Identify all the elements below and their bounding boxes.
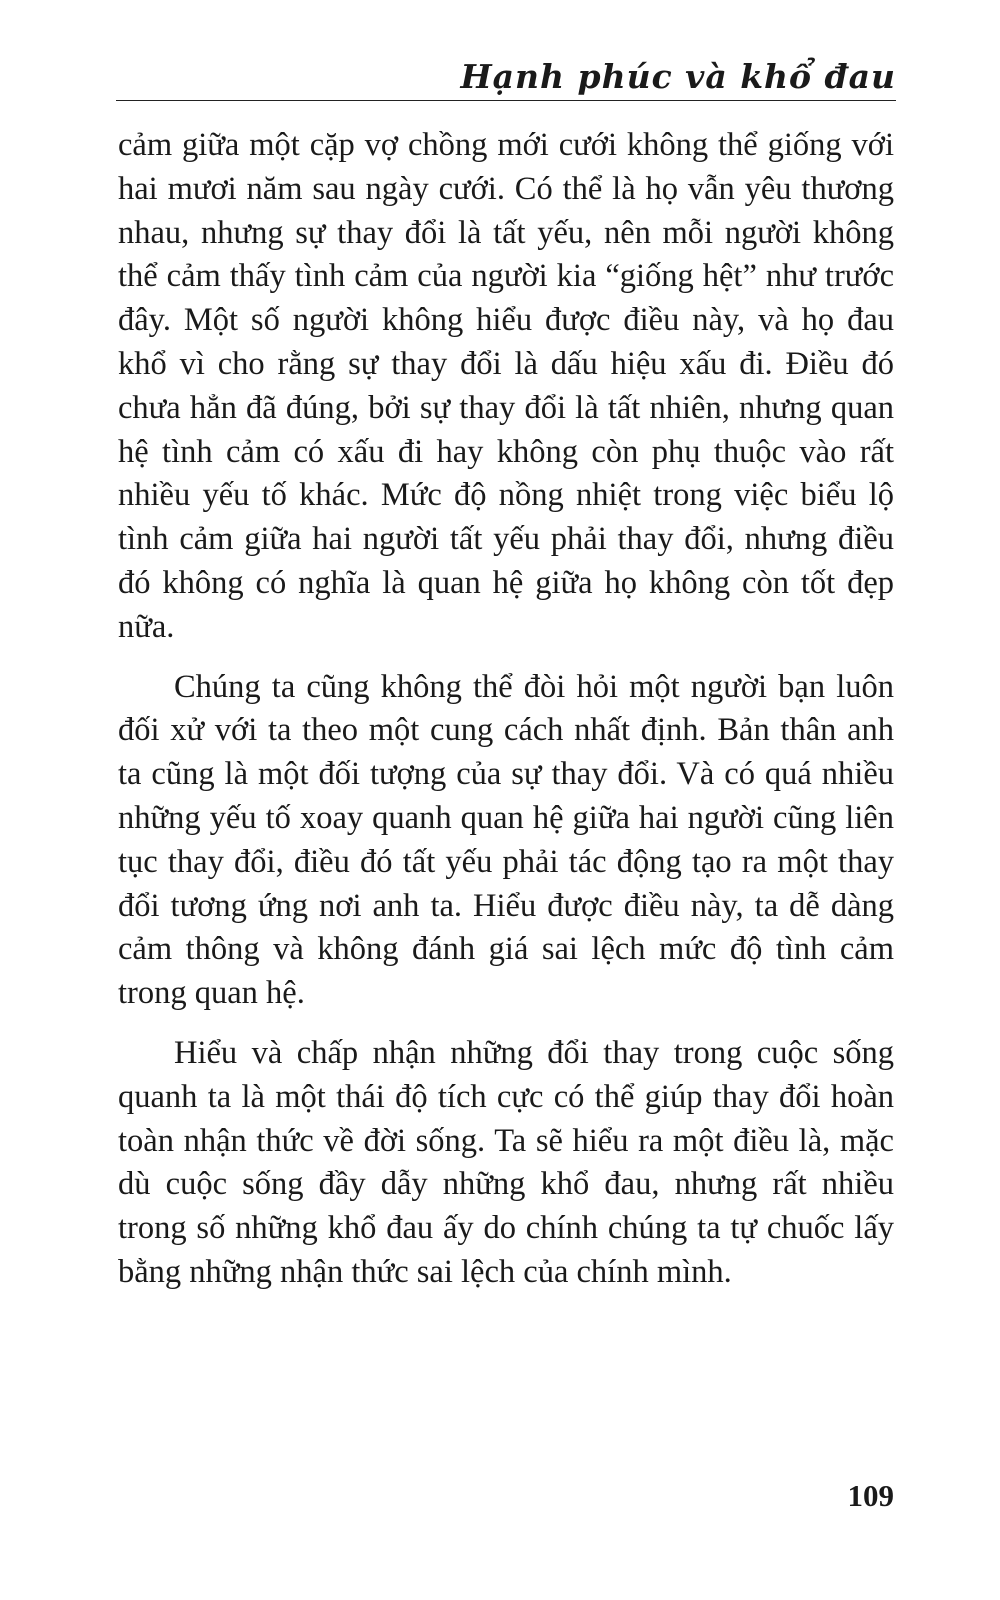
running-header xyxy=(116,56,896,101)
paragraph-acceptance: Hiểu và chấp nhận những đổi thay trong cuộc sống quanh ta là một thái độ tích cực có thể giúp thay đổi hoàn toàn nhận thức về đời sống. Ta sẽ hiểu ra một điều là, mặc dù cuộc sống đầy dẫy những khổ đau, nhưng rất nhiều trong số những khổ đau ấy do chính chúng ta tự chuốc lấy bằng những nhận thức sai lệch của chính mình. xyxy=(118,1034,894,1290)
body-text xyxy=(118,124,894,1295)
page-number: 109 xyxy=(847,1478,894,1513)
paragraph-friendship: Chúng ta cũng không thể đòi hỏi một người bạn luôn đối xử với ta theo một cung cách nhất định. Bản thân anh ta cũng là một đối tượng của sự thay đổi. Và có quá nhiều những yếu tố xoay quanh quan hệ giữa hai người cũng liên tục thay đổi, điều đó tất yếu phải tác động tạo ra một thay đổi tương ứng nơi anh ta. Hiểu được điều này, ta dễ dàng cảm thông và không đánh giá sai lệch mức độ tình cảm trong quan hệ. xyxy=(118,668,894,1012)
running-title: Hạnh phúc và khổ đau xyxy=(460,57,896,96)
paragraph-continued: cảm giữa một cặp vợ chồng mới cưới không thể giống với hai mươi năm sau ngày cưới. Có thể là họ vẫn yêu thương nhau, nhưng sự thay đổi là tất yếu, nên mỗi người không thể cảm thấy tình cảm của người kia “giống hệt” như trước đây. Một số người không hiểu được điều này, và họ đau khổ vì cho rằng sự thay đổi là dấu hiệu xấu đi. Điều đó chưa hẳn đã đúng, bởi sự thay đổi là tất nhiên, nhưng quan hệ tình cảm có xấu đi hay không còn phụ thuộc vào rất nhiều yếu tố khác. Mức độ nồng nhiệt trong việc biểu lộ tình cảm giữa hai người tất yếu phải thay đổi, nhưng điều đó không có nghĩa là quan hệ giữa họ không còn tốt đẹp nữa. xyxy=(118,127,894,645)
